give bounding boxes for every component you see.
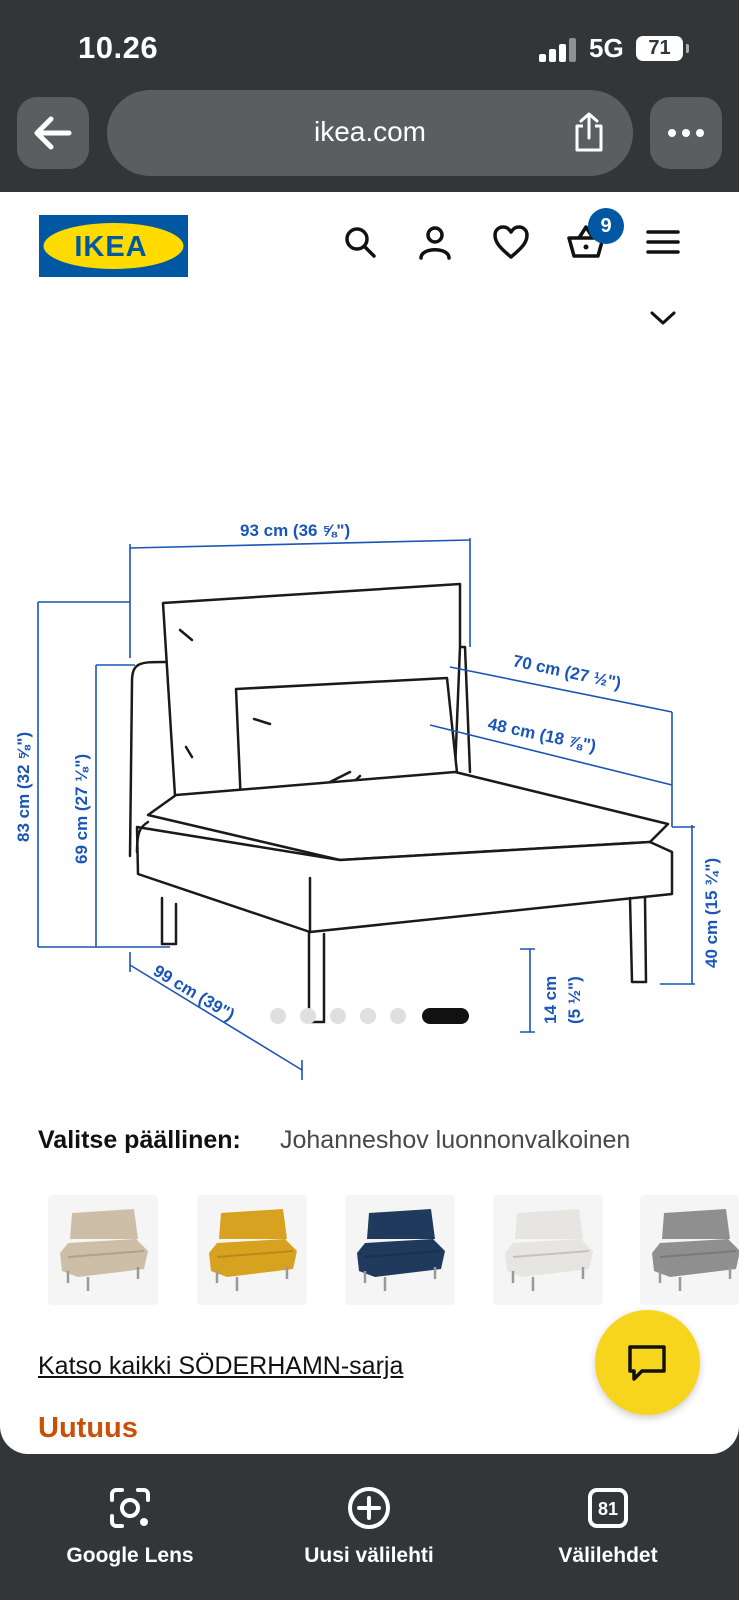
product-dimension-image[interactable] (0, 297, 739, 1102)
share-icon[interactable] (571, 110, 607, 154)
heart-icon[interactable] (491, 222, 531, 262)
google-lens-button[interactable] (30, 1484, 230, 1568)
cover-value: Johanneshov luonnonvalkoinen (280, 1126, 631, 1154)
chat-icon (626, 1343, 668, 1383)
cover-swatch-4[interactable] (493, 1195, 603, 1305)
network-type: 5G (589, 33, 624, 63)
cover-swatch-5[interactable] (640, 1195, 739, 1305)
cover-swatch-3[interactable] (345, 1195, 455, 1305)
menu-icon[interactable] (643, 222, 683, 262)
cover-label: Valitse päällinen: (38, 1126, 241, 1154)
cover-swatch-2[interactable] (197, 1195, 307, 1305)
new-tab-button[interactable] (269, 1484, 469, 1568)
browser-bottom-bar (0, 1454, 739, 1600)
carousel-dot-3[interactable] (330, 1008, 346, 1024)
carousel-dot-2[interactable] (300, 1008, 316, 1024)
dimension-width: 93 cm (36 ⅝") (240, 521, 351, 540)
status-time: 10.26 (78, 30, 159, 65)
armchair-drawing (130, 584, 672, 1025)
carousel-dot-4[interactable] (360, 1008, 376, 1024)
dimension-seat-height: 40 cm (15 ¾") (702, 857, 721, 968)
new-tab-label: Uusi välilehti (304, 1544, 434, 1567)
carousel-dot-5[interactable] (390, 1008, 406, 1024)
dimension-depth: 99 cm (39") (149, 961, 238, 1025)
tabs-label: Välilehdet (558, 1544, 658, 1567)
ikea-logo[interactable] (39, 215, 188, 277)
more-icon (650, 97, 722, 169)
cover-swatch-1[interactable] (48, 1195, 158, 1305)
carousel-dot-6[interactable] (422, 1008, 469, 1024)
lens-icon (106, 1484, 154, 1532)
new-badge: Uutuus (38, 1412, 138, 1444)
google-lens-label: Google Lens (66, 1544, 194, 1567)
battery-icon: 71 (636, 36, 683, 61)
cart-count-badge: 9 (588, 208, 624, 244)
dimension-height: 83 cm (32 ⅝") (14, 731, 33, 842)
account-icon[interactable] (415, 222, 455, 262)
tabs-count: 81 (597, 1499, 619, 1519)
search-icon[interactable] (340, 222, 380, 262)
dimension-armrest-height: 69 cm (27 ⅛") (72, 753, 91, 864)
series-link[interactable]: Katso kaikki SÖDERHAMN-sarja (38, 1352, 404, 1380)
ikea-logo-text: IKEA (74, 231, 148, 263)
carousel-dot-1[interactable] (270, 1008, 286, 1024)
dimension-leg-height: 14 cm (541, 975, 560, 1024)
web-page (0, 192, 739, 1454)
url-bar[interactable] (107, 90, 633, 176)
back-arrow-icon (17, 97, 89, 169)
chat-button[interactable] (595, 1310, 700, 1415)
url-text: ikea.com (313, 116, 427, 147)
signal-icon (539, 38, 577, 62)
tabs-button[interactable] (508, 1484, 708, 1568)
back-button[interactable] (17, 97, 89, 169)
tabs-count-icon (584, 1484, 632, 1532)
dimension-back-depth: 70 cm (27 ½") (511, 651, 623, 693)
dimension-leg-height-inches: (5 ½") (565, 976, 584, 1024)
more-button[interactable] (650, 97, 722, 169)
plus-circle-icon (345, 1484, 393, 1532)
status-bar (0, 0, 739, 92)
dimension-seat-depth: 48 cm (18 ⅞") (486, 714, 598, 756)
